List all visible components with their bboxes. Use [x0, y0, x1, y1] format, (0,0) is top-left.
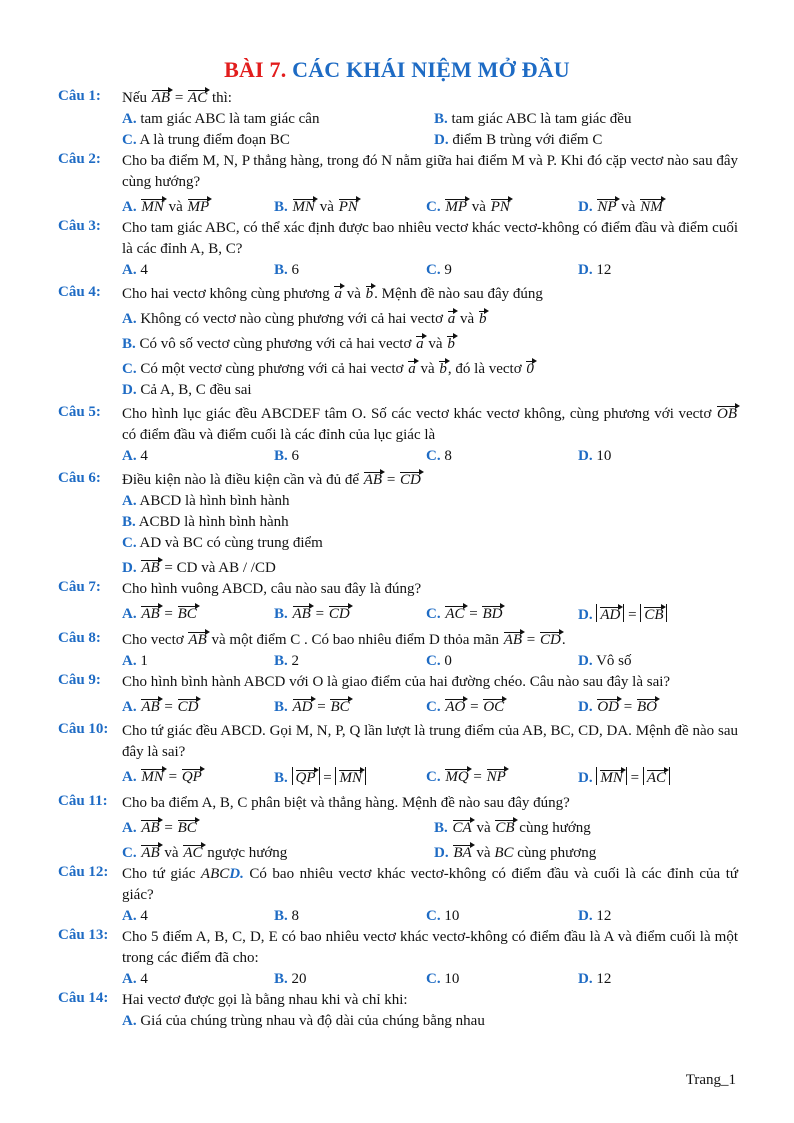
- option-a[interactable]: A. AB = CD: [122, 699, 199, 715]
- option-d[interactable]: D. NP và NM: [578, 199, 663, 215]
- page-title: BÀI 7. CÁC KHÁI NIỆM MỞ ĐẦU: [224, 57, 570, 82]
- option-b[interactable]: B. Có vô số vectơ cùng phương với cả hai vectơ a và b: [122, 336, 455, 352]
- option-b[interactable]: B. QP = MN: [274, 767, 426, 789]
- option-a[interactable]: A. 4: [122, 448, 148, 464]
- option-c[interactable]: C. AC = BD: [426, 606, 503, 622]
- question-4: Câu 4: Cho hai vectơ không cùng phương a và b. Mệnh đề nào sau đây đúng A. Không có vectơ nào cùng phương với cả hai vectơ a và b B. Có vô số vectơ cùng phương với cả hai vectơ a và b C. Có một vectơ cùng phương với cả hai vectơ a và b, đó là vectơ 0 D. Cả A, B, C đều sai: [58, 284, 738, 401]
- option-b[interactable]: B. 8: [274, 908, 300, 924]
- option-d[interactable]: D. Cả A, B, C đều sai: [122, 382, 252, 398]
- question-2: Câu 2: Cho ba điểm M, N, P thẳng hàng, trong đó N nằm giữa hai điểm M và P. Khi đó cặp vectơ nào sau đây cùng hướng? A. MN và MP B. MN và PN C. MP và PN D. NP và NM: [58, 151, 738, 218]
- option-c[interactable]: C. MP và PN: [426, 199, 510, 215]
- option-b[interactable]: B. CA và CB cùng hướng: [434, 820, 591, 836]
- option-a[interactable]: A. MN và MP: [122, 199, 210, 215]
- option-b[interactable]: B. 2: [274, 653, 300, 669]
- option-b[interactable]: B. 6: [274, 262, 300, 278]
- option-a[interactable]: A. 4: [122, 971, 148, 987]
- option-b[interactable]: B. AB = CD: [274, 606, 350, 622]
- option-c[interactable]: C. 0: [426, 653, 452, 669]
- question-list: [58, 88, 738, 1032]
- option-b[interactable]: B. tam giác ABC là tam giác đều: [434, 111, 632, 127]
- option-d[interactable]: D. điểm B trùng với điểm C: [434, 132, 603, 148]
- option-a[interactable]: A. AB = BC: [122, 820, 197, 836]
- option-b[interactable]: B. 6: [274, 448, 300, 464]
- option-c[interactable]: C. 10: [426, 971, 460, 987]
- question-1: Câu 1: Nếu AB = AC thì: A. tam giác ABC là tam giác cân B. tam giác ABC là tam giác đều C. A là trung điểm đoạn BC D. điểm B trùng với điểm C: [58, 88, 738, 151]
- option-b[interactable]: B. ACBD là hình bình hành: [122, 514, 289, 530]
- question-7: Câu 7: Cho hình vuông ABCD, câu nào sau đây là đúng? A. AB = BC B. AB = CD C. AC = BD D. AD = CB: [58, 579, 738, 626]
- option-d[interactable]: D. 10: [578, 448, 612, 464]
- option-c[interactable]: C. 10: [426, 908, 460, 924]
- option-c[interactable]: C. AB và AC ngược hướng: [122, 845, 288, 861]
- option-b[interactable]: B. AD = BC: [274, 699, 350, 715]
- option-c[interactable]: C. AO = OC: [426, 699, 505, 715]
- option-a[interactable]: A. tam giác ABC là tam giác cân: [122, 111, 320, 127]
- option-a[interactable]: A. 4: [122, 262, 148, 278]
- question-9: Câu 9: Cho hình bình hành ABCD với O là giao điểm của hai đường chéo. Câu nào sau đây là sai? A. AB = CD B. AD = BC C. AO = OC D. OD = BO: [58, 672, 738, 718]
- option-a[interactable]: A. 4: [122, 908, 148, 924]
- question-8: Câu 8: Cho vectơ AB và một điểm C . Có bao nhiêu điểm D thỏa mãn AB = CD. A. 1 B. 2 C. 0 D. Vô số: [58, 630, 738, 672]
- option-d[interactable]: D. 12: [578, 971, 612, 987]
- option-d[interactable]: D. BA và BC cùng phương: [434, 845, 597, 861]
- option-c[interactable]: C. MQ = NP: [426, 769, 506, 785]
- option-b[interactable]: B. MN và PN: [274, 199, 358, 215]
- option-a[interactable]: A. 1: [122, 653, 148, 669]
- option-a[interactable]: A. MN = QP: [122, 769, 202, 785]
- question-3: Câu 3: Cho tam giác ABC, có thể xác định được bao nhiêu vectơ khác vectơ-không có điểm đầu và điểm cuối là các đỉnh A, B, C? A. 4 B. 6 C. 9 D. 12: [58, 218, 738, 281]
- option-d[interactable]: D. Vô số: [578, 653, 632, 669]
- option-d[interactable]: D. AD = CB: [578, 604, 738, 626]
- option-c[interactable]: C. 8: [426, 448, 452, 464]
- option-d[interactable]: D. 12: [578, 908, 612, 924]
- option-a[interactable]: A. Giá của chúng trùng nhau và độ dài của chúng bằng nhau: [122, 1013, 485, 1029]
- question-14: Câu 14: Hai vectơ được gọi là bằng nhau khi và chỉ khi: A. Giá của chúng trùng nhau và độ dài của chúng bằng nhau: [58, 990, 738, 1032]
- option-d[interactable]: D. OD = BO: [578, 699, 657, 715]
- option-d[interactable]: D. 12: [578, 262, 612, 278]
- option-a[interactable]: A. Không có vectơ nào cùng phương với cả hai vectơ a và b: [122, 311, 487, 327]
- question-12: Câu 12: Cho tứ giác ABCD. Có bao nhiêu vectơ khác vectơ-không có điểm đầu và cuối là các đỉnh của tứ giác? A. 4 B. 8 C. 10 D. 12: [58, 864, 738, 927]
- option-c[interactable]: C. AD và BC có cùng trung điểm: [122, 535, 323, 551]
- option-c[interactable]: C. A là trung điểm đoạn BC: [122, 132, 290, 148]
- option-d[interactable]: D. AB = CD và AB / /CD: [122, 560, 276, 576]
- question-5: Câu 5: Cho hình lục giác đều ABCDEF tâm O. Số các vectơ khác vectơ không, cùng phương với vectơ OB có điểm đầu và điểm cuối là các đỉnh của lục giác là A. 4 B. 6 C. 8 D. 10: [58, 404, 738, 467]
- page-number: Trang_1: [685, 1072, 736, 1088]
- question-11: Câu 11: Cho ba điểm A, B, C phân biệt và thẳng hàng. Mệnh đề nào sau đây đúng? A. AB = BC B. CA và CB cùng hướng C. AB và AC ngược hướng D. BA và BC cùng phương: [58, 793, 738, 864]
- option-a[interactable]: A. AB = BC: [122, 606, 197, 622]
- option-d[interactable]: D. MN = AC: [578, 767, 738, 789]
- question-10: Câu 10: Cho tứ giác đều ABCD. Gọi M, N, P, Q lần lượt là trung điểm của AB, BC, CD, DA. Mệnh đề nào sau đây là sai? A. MN = QP B. QP = MN C. MQ = NP D. MN = AC: [58, 721, 738, 789]
- option-c[interactable]: C. 9: [426, 262, 452, 278]
- option-a[interactable]: A. ABCD là hình bình hành: [122, 493, 290, 509]
- option-c[interactable]: C. Có một vectơ cùng phương với cả hai vectơ a và b, đó là vectơ 0: [122, 361, 534, 377]
- question-13: Câu 13: Cho 5 điểm A, B, C, D, E có bao nhiêu vectơ khác vectơ-không có điểm đầu là A và điểm cuối là một trong các điểm đã cho: A. 4 B. 20 C. 10 D. 12: [58, 927, 738, 990]
- option-b[interactable]: B. 20: [274, 971, 307, 987]
- question-6: Câu 6: Điều kiện nào là điều kiện cần và đủ để AB = CD A. ABCD là hình bình hành B. ACBD là hình bình hành C. AD và BC có cùng trung điểm D. AB = CD và AB / /CD: [58, 470, 738, 579]
